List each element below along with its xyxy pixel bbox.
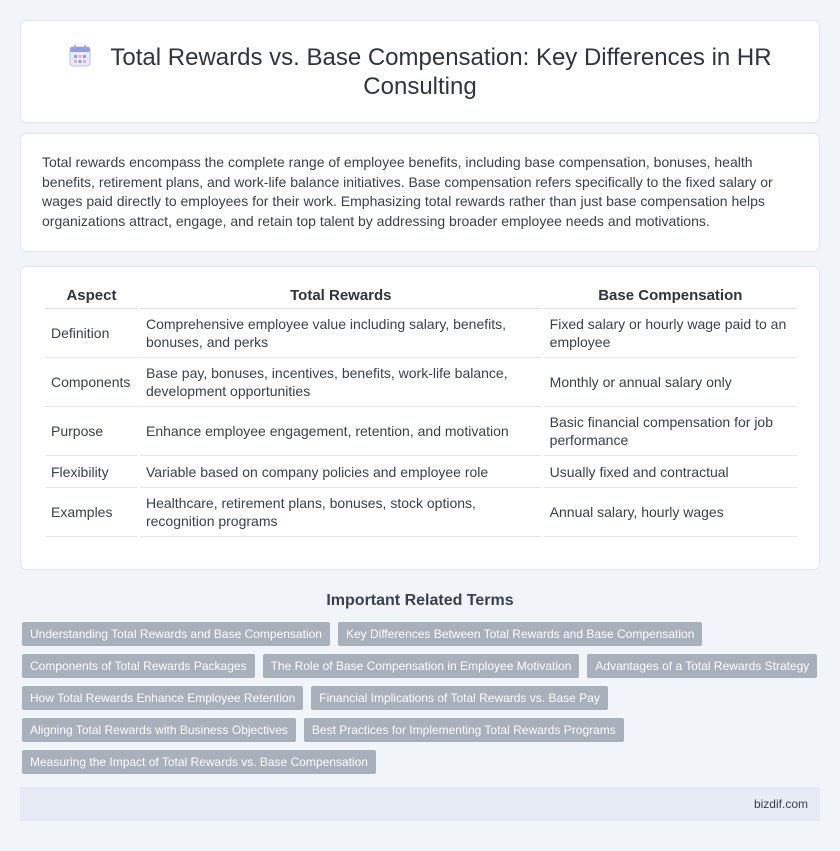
related-term-tag[interactable]: The Role of Base Compensation in Employee Motivation bbox=[263, 654, 580, 678]
intro-paragraph: Total rewards encompass the complete range of employee benefits, including base compensation, bonuses, health benefits, retirement plans, and work-life balance initiatives. Base compensation refers specifically to the fixed salary or wages paid directly to employees for their work. Emphasizing total rewards rather than just base compensation helps organizations attract, engage, and retain top talent by addressing broader employee needs and motivations. bbox=[42, 154, 773, 229]
comparison-card bbox=[20, 266, 820, 570]
row-aspect: Components bbox=[45, 358, 138, 407]
table-row bbox=[45, 488, 797, 537]
table-row bbox=[45, 358, 797, 407]
page-title bbox=[61, 43, 779, 101]
row-base-compensation: Basic financial compensation for job performance bbox=[544, 407, 797, 456]
row-total-rewards: Enhance employee engagement, retention, and motivation bbox=[140, 407, 542, 456]
related-terms-list bbox=[20, 622, 820, 774]
related-term-tag[interactable]: Measuring the Impact of Total Rewards vs. Base Compensation bbox=[22, 750, 376, 774]
related-terms-title: Important Related Terms bbox=[326, 592, 514, 609]
row-total-rewards: Comprehensive employee value including salary, benefits, bonuses, and perks bbox=[140, 309, 542, 358]
row-aspect: Flexibility bbox=[45, 456, 138, 488]
header-card bbox=[20, 20, 820, 123]
related-term-tag[interactable]: Components of Total Rewards Packages bbox=[22, 654, 255, 678]
footer-site-link[interactable]: bizdif.com bbox=[753, 797, 808, 811]
related-term-tag[interactable]: Key Differences Between Total Rewards and Base Compensation bbox=[338, 622, 702, 646]
intro-card bbox=[20, 133, 820, 252]
calendar-icon bbox=[68, 44, 92, 68]
row-base-compensation: Usually fixed and contractual bbox=[544, 456, 797, 488]
related-term-tag[interactable]: Advantages of a Total Rewards Strategy bbox=[587, 654, 817, 678]
related-term-tag[interactable]: Understanding Total Rewards and Base Compensation bbox=[22, 622, 330, 646]
footer bbox=[20, 787, 820, 821]
row-total-rewards: Healthcare, retirement plans, bonuses, stock options, recognition programs bbox=[140, 488, 542, 537]
related-term-tag[interactable]: Best Practices for Implementing Total Rewards Programs bbox=[304, 718, 624, 742]
table-row bbox=[45, 407, 797, 456]
header-total-rewards: Total Rewards bbox=[140, 283, 542, 309]
header-aspect: Aspect bbox=[45, 283, 138, 309]
row-total-rewards: Base pay, bonuses, incentives, benefits, work-life balance, development opportunities bbox=[140, 358, 542, 407]
table-row bbox=[45, 456, 797, 488]
table-row bbox=[45, 309, 797, 358]
row-base-compensation: Fixed salary or hourly wage paid to an employee bbox=[544, 309, 797, 358]
table-header-row bbox=[45, 283, 797, 309]
comparison-table bbox=[43, 283, 799, 537]
row-base-compensation: Annual salary, hourly wages bbox=[544, 488, 797, 537]
header-base-compensation: Base Compensation bbox=[544, 283, 797, 309]
related-term-tag[interactable]: Financial Implications of Total Rewards vs. Base Pay bbox=[311, 686, 608, 710]
related-term-tag[interactable]: Aligning Total Rewards with Business Objectives bbox=[22, 718, 296, 742]
related-term-tag[interactable]: How Total Rewards Enhance Employee Retention bbox=[22, 686, 303, 710]
row-total-rewards: Variable based on company policies and employee role bbox=[140, 456, 542, 488]
row-aspect: Examples bbox=[45, 488, 138, 537]
row-aspect: Definition bbox=[45, 309, 138, 358]
row-base-compensation: Monthly or annual salary only bbox=[544, 358, 797, 407]
row-aspect: Purpose bbox=[45, 407, 138, 456]
page-title-text: Total Rewards vs. Base Compensation: Key Differences in HR Consulting bbox=[110, 43, 772, 100]
